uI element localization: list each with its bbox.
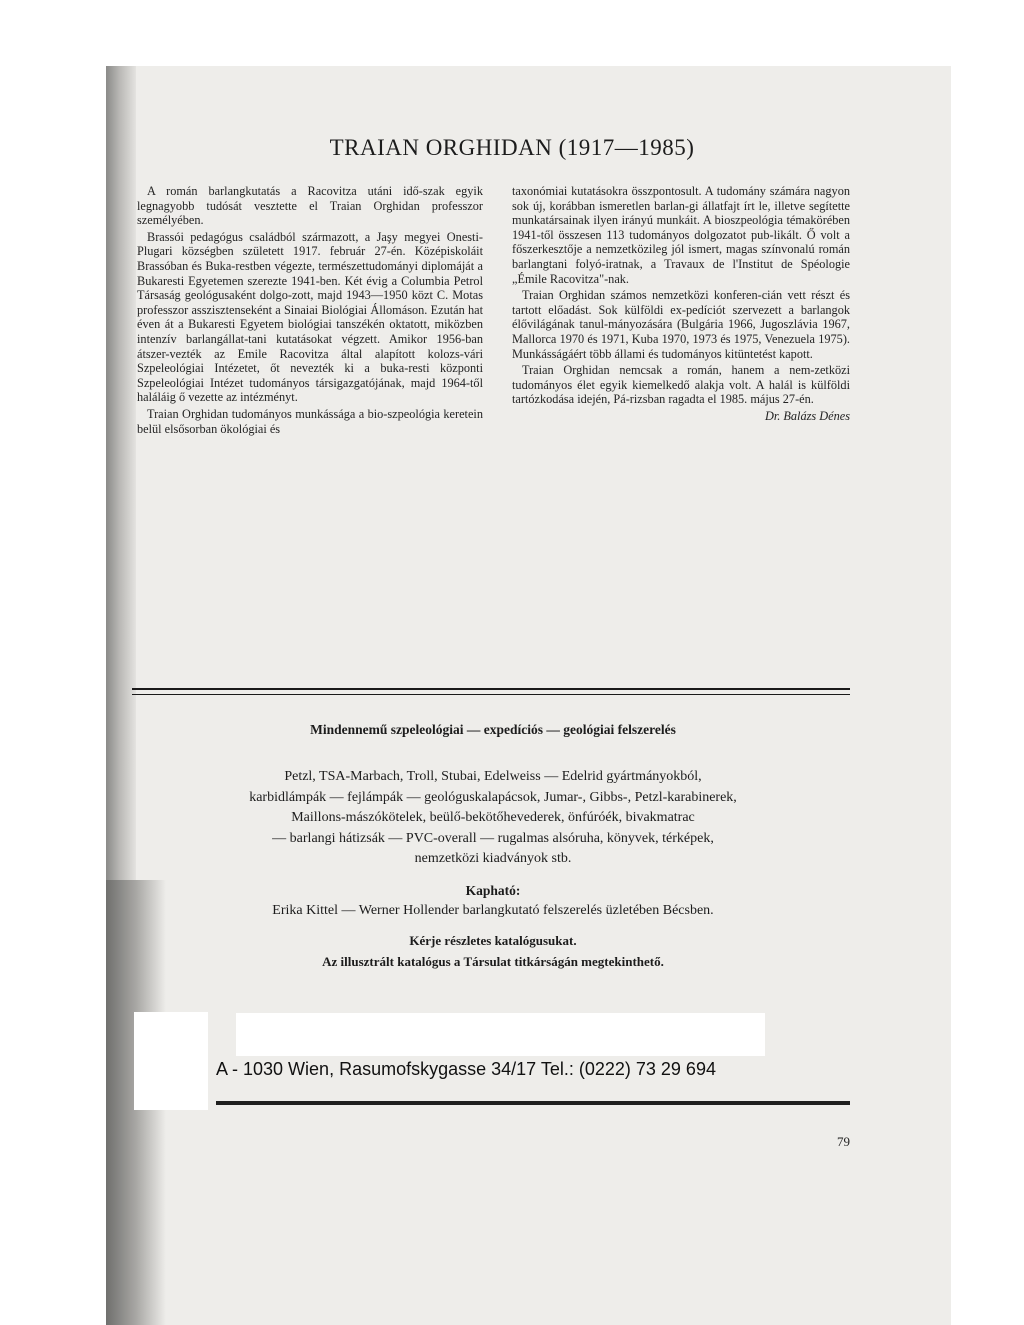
ad-catalog-text: Az illusztrált katalógus a Társulat titkárságán megtekinthető. (322, 954, 664, 969)
article-paragraph: A román barlangkutatás a Racovitza utáni idő-szak egyik legnagyobb tudósát vesztette el Traian Orghidan professzor személyében. (137, 184, 483, 228)
article-column-right (512, 184, 850, 426)
article-paragraph: taxonómiai kutatásokra összpontosult. A tudomány számára nagyon sok új, korábban ismeretlen barlan-gi állatfajt írt le, illetve segítette munkatársainak ilyen irányú munkáit. A bioszpeológia témakörében 1941-től összesen 113 tudományos dolgozatot pub-likált. Ő volt a főszerkesztője a nemzetközileg jól ismert, magas színvonalú román barlangtani folyó-iratnak, a Travaux de l'Institut de Spéologie „Émile Racovitza"-nak. (512, 184, 850, 286)
ad-product-line: karbidlámpák — fejlámpák — geológuskalapácsok, Jumar-, Gibbs-, Petzl-karabinerek, (249, 789, 737, 805)
ad-product-list (135, 767, 851, 870)
ad-available-text: Erika Kittel — Werner Hollender barlangkutató felszerelés üzletében Bécsben. (272, 903, 714, 918)
article-signature: Dr. Balázs Dénes (764, 408, 850, 423)
ad-product-line: Petzl, TSA-Marbach, Troll, Stubai, Edelweiss — Edelrid gyártmányokból, (284, 769, 702, 784)
article-paragraph: Traian Orghidan tudományos munkássága a bio-szpeológia keretein belül elsősorban ökológiai és (137, 406, 483, 436)
footer-bar (216, 1101, 850, 1105)
page-number: 79 (837, 1134, 850, 1149)
ad-product-line: Maillons-mászókötelek, beülő-bekötőhevederek, önfúróék, bivakmatrac (291, 810, 695, 825)
article-paragraph: Traian Orghidan nemcsak a román, hanem a nem-zetközi tudományos élet egyik kiemelkedő alakja volt. A halál is külföldi tartózkodása idején, Pá-rizsban ragadta el 1985. május 27-én. (512, 363, 850, 407)
blank-area-left (134, 1012, 208, 1110)
article-paragraph: Traian Orghidan számos nemzetközi konferen-cián vett részt és tartott előadást. Sok külföldi ex-pedíciót szervezett a barlangok élővilágának tanul-mányozására (Bulgária 1966, Jugoszlávia 1967, Mallorca 1970 és 1971, Kuba 1970, 1973 és 1975, Venezuela 1975). Munkásságáért több állami és tudományos kitüntetést kapott. (512, 288, 850, 361)
ad-request-text: Kérje részletes katalógusukat. (409, 933, 577, 948)
article-paragraph: Brassói pedagógus családból származott, a Jaşy megyei Onesti-Plugari községben született 1917. február 27-én. Középiskoláit Brassóban és Buka-restben végezte, természettudományi diplomáját a Bukaresti Egyetemen szerezte 1941-ben. Két évig a Columbia Petrol Társaság geológusaként dolgo-zott, majd 1943—1950 közt C. Motas professzor asszisztenseként a Sinaiai Biológiai Állomáson. Ezután hat éven át a Bukaresti Egyetem biológiai tanszékén oktatott, miközben intenzív barlangállat-tani kutatásokat végzett. Amikor 1956-ban átszer-vezték az Emile Racovitza által alapított kolozs-vári Szpeleológiai Intézetet, őt nevezték ki a buka-resti központi Szpeleológiai Intézet tudományos társigazgatójának, majd 1964-től haláláig ő vezette az intézményt. (137, 229, 483, 405)
ad-top-rule (132, 688, 850, 690)
blank-area-right (236, 1013, 765, 1056)
article-title: TRAIAN ORGHIDAN (1917—1985) (329, 135, 695, 160)
ad-available-label: Kapható: (465, 883, 521, 898)
ad-heading: Mindennemű szpeleológiai — expedíciós — geológiai felszerelés (310, 722, 676, 737)
ad-product-line: — barlangi hátizsák — PVC-overall — rugalmas alsóruha, könyvek, térképek, (272, 830, 714, 846)
article-column-left (137, 184, 483, 438)
ad-product-line: nemzetközi kiadványok stb. (414, 851, 572, 866)
shop-address: A - 1030 Wien, Rasumofskygasse 34/17 Tel.: (0222) 73 29 694 (216, 1059, 716, 1079)
ad-top-rule-thin (132, 694, 850, 695)
